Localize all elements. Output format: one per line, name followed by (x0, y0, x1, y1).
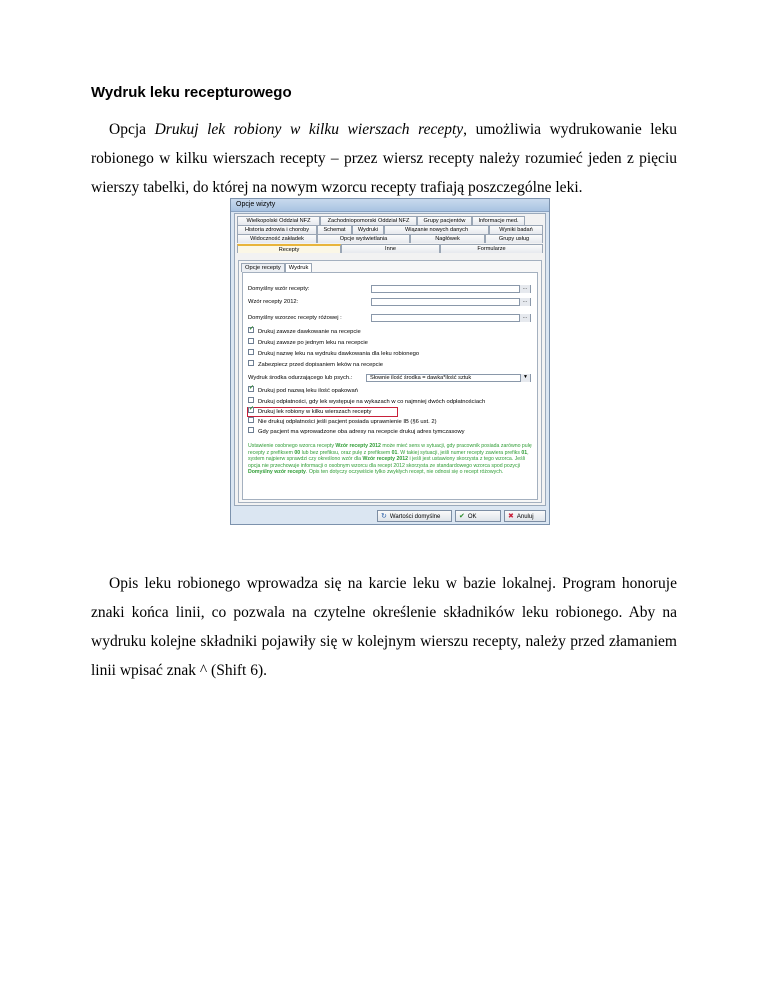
wzorzec-rozowy-field[interactable] (371, 314, 531, 322)
domyslny-wzor-field[interactable] (371, 285, 531, 293)
checkbox[interactable] (248, 427, 254, 433)
checkbox-row[interactable]: Gdy pacjent ma wprowadzone oba adresy na recepcie drukuj adres tymczasowy (248, 428, 465, 436)
tab-formularze[interactable]: Formularze (440, 244, 543, 253)
refresh-icon: ↻ (381, 513, 387, 520)
checkbox-row[interactable]: Drukuj odpłatności, gdy lek występuje na wykazach w co najmniej dwóch odpłatnościach (248, 398, 485, 406)
checkbox-row[interactable]: Drukuj nazwę leku na wydruku dawkowania dla leku robionego (248, 350, 419, 358)
label-wzor-2012: Wzór recepty 2012: (248, 299, 299, 305)
checkbox[interactable] (248, 349, 254, 355)
checkbox[interactable] (248, 397, 254, 403)
ok-button[interactable]: ✔ OK (455, 510, 501, 522)
dropdown-arrow-icon[interactable]: ▼ (520, 374, 530, 382)
tab-naglowek[interactable]: Nagłówek (410, 234, 485, 243)
tab-inne[interactable]: Inne (341, 244, 440, 253)
tab-recepty[interactable]: Recepty (237, 244, 341, 253)
tab-wyniki-badan[interactable]: Wyniki badań (489, 225, 543, 234)
dialog-title: Opcje wizyty (231, 199, 549, 212)
label-wzorzec-rozowy: Domyślny wzorzec recepty różowej : (248, 315, 342, 321)
label-domyslny-wzor: Domyślny wzór recepty: (248, 286, 310, 292)
defaults-button[interactable]: ↻ Wartości domyślne (377, 510, 452, 522)
tab-grupy-uslug[interactable]: Grupy usług (485, 234, 543, 243)
tab-row-4 (237, 244, 543, 253)
subtab-bar (241, 263, 312, 272)
cancel-button[interactable]: ✖ Anuluj (504, 510, 546, 522)
tab-wielkopolski[interactable]: Wielkopolski Oddział NFZ (237, 216, 320, 225)
tab-frame (234, 213, 546, 506)
srodek-odurzajacy-select[interactable]: Słownie ilość środka = dawka*ilość sztuk ▼ (366, 374, 531, 382)
recepty-panel (238, 260, 542, 503)
tab-row-1 (237, 216, 525, 225)
tab-wydruki[interactable]: Wydruki (352, 225, 384, 234)
checkbox[interactable] (248, 338, 254, 344)
browse-button[interactable]: ... (519, 314, 530, 322)
option-name: Drukuj lek robiony w kilku wierszach recepty (154, 121, 464, 138)
checkbox-checked[interactable] (248, 327, 254, 333)
checkbox[interactable] (248, 360, 254, 366)
tab-zachodniopomorski[interactable]: Zachodniopomorski Oddział NFZ (320, 216, 417, 225)
tab-grupy-pacjentow[interactable]: Grupy pacjentów (417, 216, 472, 225)
description-paragraph: Opis leku robionego wprowadza się na karcie leku w bazie lokalnej. Program honoruje znaki końca linii, co pozwala na czytelne określenie składników leku robionego. Aby na wydruku kolejne składniki pojawiły się w kolejnym wierszu recepty, należy przed złamaniem linii wpisać znak ^ (Shift 6). (91, 575, 677, 679)
section-heading: Wydruk leku recepturowego (91, 84, 292, 101)
checkbox-checked[interactable] (248, 407, 254, 413)
label-srodek-odurzajacy: Wydruk środka odurzającego lub psych.: (248, 375, 353, 381)
tab-opcje-wyswietlania[interactable]: Opcje wyświetlania (317, 234, 410, 243)
checkbox-row[interactable]: Drukuj zawsze po jednym leku na recepcie (248, 339, 368, 347)
tab-informacje-med[interactable]: Informacje med. (472, 216, 525, 225)
close-icon: ✖ (508, 513, 514, 520)
checkbox-checked[interactable] (248, 386, 254, 392)
tab-widocznosc-zakladek[interactable]: Widoczność zakładek (237, 234, 317, 243)
browse-button[interactable]: ... (519, 298, 530, 306)
dialog-button-bar (231, 507, 549, 525)
check-icon: ✔ (459, 513, 465, 520)
tab-historia-zdrowia[interactable]: Historia zdrowia i choroby (237, 225, 317, 234)
subtab-opcje-recepty[interactable]: Opcje recepty (241, 263, 285, 272)
checkbox[interactable] (248, 417, 254, 423)
wzor-2012-field[interactable] (371, 298, 531, 306)
options-dialog (230, 198, 550, 525)
intro-paragraph: Opcja Drukuj lek robiony w kilku wierszach recepty, umożliwia wydrukowanie leku robionego w kilku wierszach recepty – przez wiersz recepty należy rozumieć jeden z pięciu wierszy tabelki, do której na nowym wzorcu recepty trafiają poszczególne leki. (91, 121, 677, 196)
tab-row-3 (237, 234, 543, 243)
tab-schemat[interactable]: Schemat (317, 225, 352, 234)
tab-wiazanie-danych[interactable]: Wiązanie nowych danych (384, 225, 489, 234)
checkbox-row[interactable]: ✓Drukuj zawsze dawkowanie na recepcie (248, 328, 361, 336)
checkbox-row[interactable]: Zabezpiecz przed dopisaniem leków na recepcie (248, 361, 383, 369)
subtab-wydruk[interactable]: Wydruk (285, 263, 313, 272)
checkbox-row[interactable]: Nie drukuj odpłatności jeśli pacjent posiada uprawnienie IB (§6 ust. 2) (248, 418, 437, 426)
tab-row-2 (237, 225, 543, 234)
info-text: Ustawienie osobnego wzorca recepty Wzór recepty 2012 może mieć sens w sytuacji, gdy pracownik posiada zarówno pulę recepty z prefiksem 00 lub bez prefiksu, oraz pulę z prefiksem 01. W takiej sytuacji, jeśli numer recepty zawiera prefiks 01, system najpierw sprawdzi czy określono wzór dla Wzór recepty 2012 i jeśli jest ustawiony skorzysta z tego wzorca. Jeśli opcja nie przechowuje informacji o osobnym wzorcu dla recept 2012 skorzysta ze standardowego wzorca spod pozycji Domyślny wzór recepty. Opis ten dotyczy oczywiście tylko zwykłych recept, nie odnosi się o recept różowych. (248, 443, 532, 475)
wydruk-panel (242, 272, 538, 500)
checkbox-row[interactable]: ✓Drukuj pod nazwą leku ilość opakowań (248, 387, 358, 395)
checkbox-row-highlighted[interactable]: ✓Drukuj lek robiony w kilku wierszach recepty (248, 408, 371, 416)
browse-button[interactable]: ... (519, 285, 530, 293)
